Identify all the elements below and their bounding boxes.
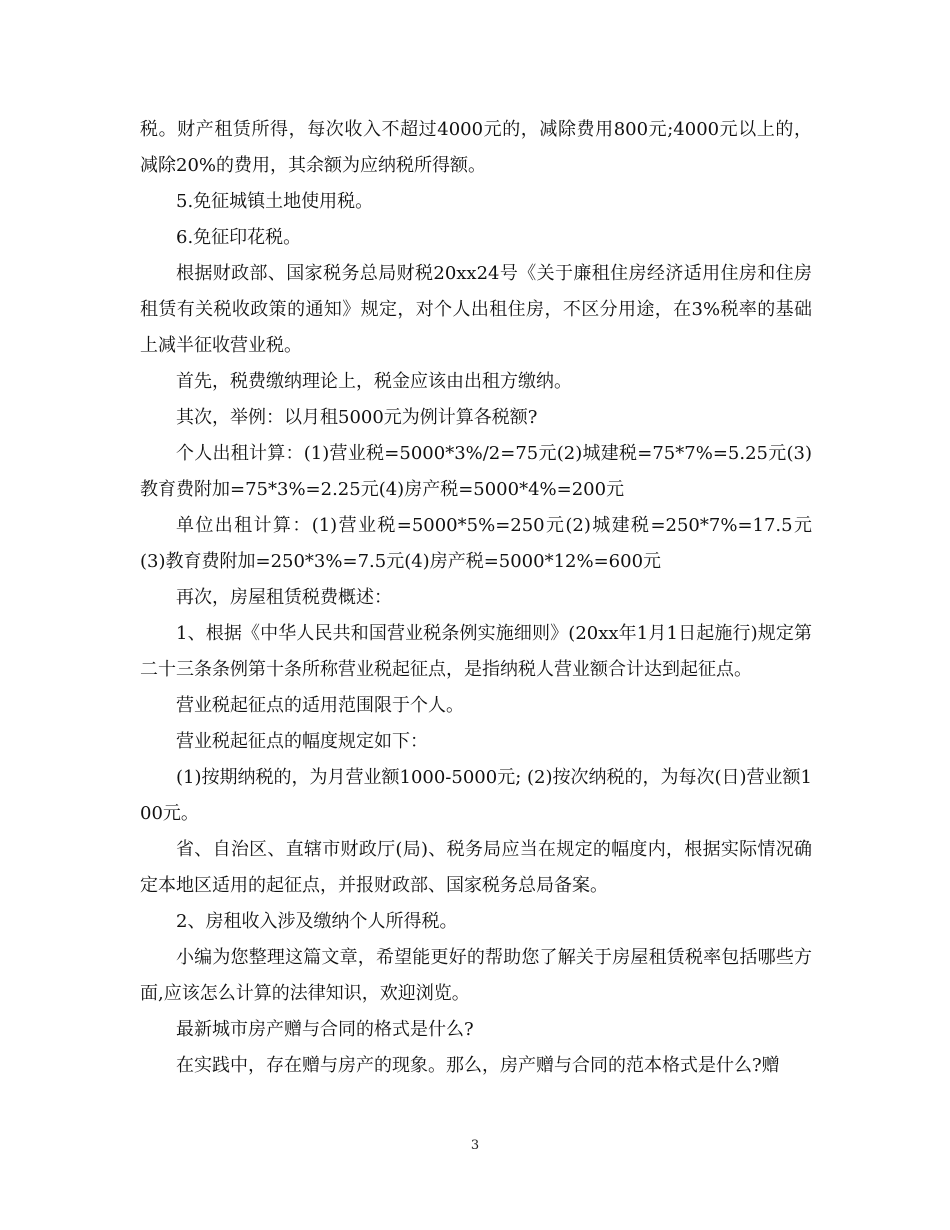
paragraph-9: 再次，房屋租赁税费概述： [176,587,392,608]
paragraph-1: 税。财产租赁所得，每次收入不超过4000元的，减除费用800元;4000元以上的，减除20%的费用，其余额为应纳税所得额。 [140,119,812,176]
paragraph-6: 其次，举例：以月租5000元为例计算各税额? [176,407,538,428]
paragraph-2: 5.免征城镇土地使用税。 [176,191,374,212]
paragraph-7: 个人出租计算：(1)营业税=5000*3%/2=75元(2)城建税=75*7%=5.25元(3)教育费附加=75*3%=2.25元(4)房产税=5000*4%=200元 [140,443,812,500]
paragraph-8: 单位出租计算：(1)营业税=5000*5%=250元(2)城建税=250*7%=17.5元(3)教育费附加=250*3%=7.5元(4)房产税=5000*12%=600元 [140,515,812,572]
paragraph-5: 首先，税费缴纳理论上，税金应该由出租方缴纳。 [176,371,572,392]
paragraph-13: (1)按期纳税的，为月营业额1000-5000元; (2)按次纳税的，为每次(日)营业额100元。 [140,767,812,824]
paragraph-16: 小编为您整理这篇文章，希望能更好的帮助您了解关于房屋租赁税率包括哪些方面,应该怎么计算的法律知识，欢迎浏览。 [140,947,812,1004]
paragraph-18: 在实践中，存在赠与房产的现象。那么，房产赠与合同的范本格式是什么?赠 [176,1055,780,1076]
paragraph-11: 营业税起征点的适用范围限于个人。 [176,695,464,716]
paragraph-14: 省、自治区、直辖市财政厅(局)、税务局应当在规定的幅度内，根据实际情况确定本地区适用的起征点，并报财政部、国家税务总局备案。 [140,839,812,896]
paragraph-3: 6.免征印花税。 [176,227,302,248]
paragraph-12: 营业税起征点的幅度规定如下： [176,731,428,752]
paragraph-4: 根据财政部、国家税务总局财税20xx24号《关于廉租住房经济适用住房和住房租赁有关税收政策的通知》规定，对个人出租住房，不区分用途，在3%税率的基础上减半征收营业税。 [140,263,812,356]
paragraph-17: 最新城市房产赠与合同的格式是什么? [176,1019,474,1040]
page-number: 3 [470,1138,480,1153]
paragraph-15: 2、房租收入涉及缴纳个人所得税。 [176,911,458,932]
paragraph-10: 1、根据《中华人民共和国营业税条例实施细则》(20xx年1月1日起施行)规定第二十三条条例第十条所称营业税起征点，是指纳税人营业额合计达到起征点。 [140,623,812,680]
document-body [140,112,812,1084]
